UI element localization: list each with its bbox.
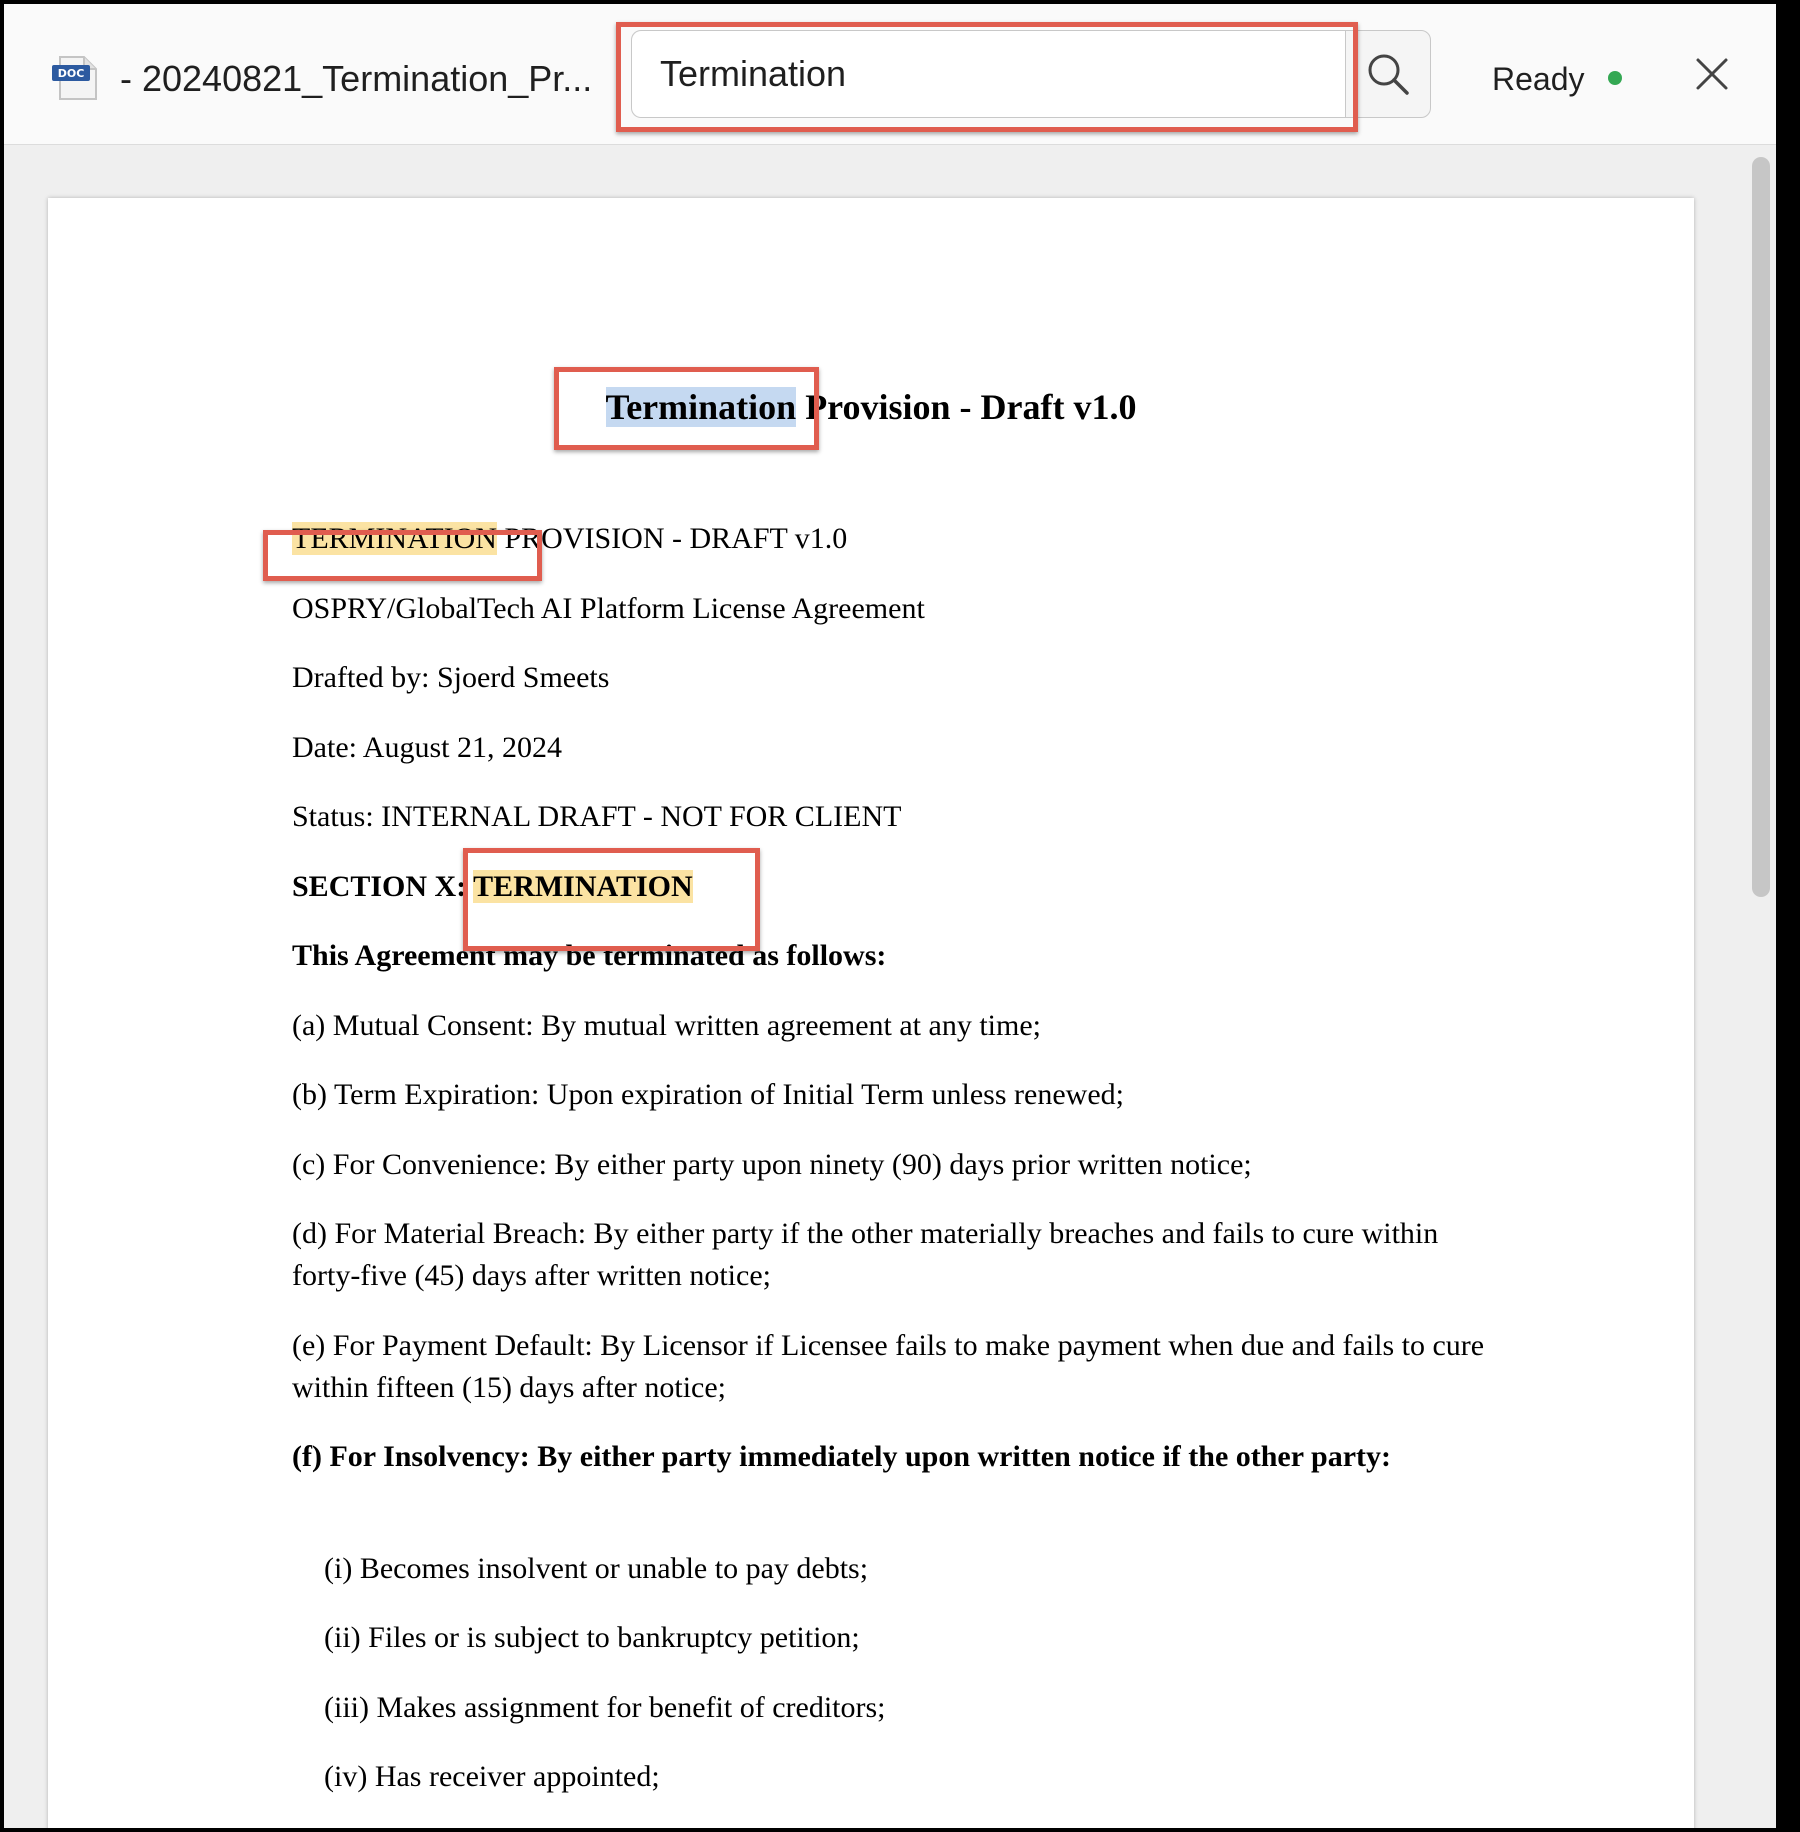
list-item: (c) For Convenience: By either party upon ninety (90) days prior written notice; xyxy=(292,1148,1252,1181)
search-button[interactable] xyxy=(1346,31,1430,117)
status-text: Ready xyxy=(1492,61,1585,97)
vertical-scrollbar[interactable] xyxy=(1750,157,1772,1817)
list-item: (f) For Insolvency: By either party immediately upon written notice if the other party: xyxy=(292,1440,1391,1473)
list-item: (b) Term Expiration: Upon expiration of Initial Term unless renewed; xyxy=(292,1078,1124,1111)
doc-icon-label: DOC xyxy=(57,67,85,80)
section-heading xyxy=(292,866,693,908)
section-prefix: SECTION X: xyxy=(292,870,474,903)
date-line: Date: August 21, 2024 xyxy=(292,731,562,764)
sub-list-item: (ii) Files or is subject to bankruptcy petition; xyxy=(324,1621,860,1654)
subheading-rest: PROVISION - DRAFT v1.0 xyxy=(496,522,848,555)
document-page xyxy=(48,198,1694,1828)
close-button[interactable] xyxy=(1690,52,1734,96)
list-item: (e) For Payment Default: By Licensor if Licensee fails to make payment when due and fails to cure within fifteen (15) days after notice; xyxy=(292,1329,1485,1404)
search-input[interactable] xyxy=(632,31,1346,117)
search-match-current[interactable]: Termination xyxy=(605,387,797,427)
drafted-by-line: Drafted by: Sjoerd Smeets xyxy=(292,661,610,694)
agreement-line: OSPRY/GlobalTech AI Platform License Agreement xyxy=(292,592,925,625)
status-line: Status: INTERNAL DRAFT - NOT FOR CLIENT xyxy=(292,800,902,833)
search-box xyxy=(631,30,1431,118)
search-match[interactable]: TERMINATION xyxy=(473,870,693,903)
search-icon xyxy=(1363,49,1413,99)
close-icon xyxy=(1695,57,1729,91)
scrollbar-thumb[interactable] xyxy=(1752,157,1770,897)
document-title: - 20240821_Termination_Pr... xyxy=(120,58,593,99)
document-viewport xyxy=(4,145,1776,1828)
sub-list-item: (iii) Makes assignment for benefit of creditors; xyxy=(324,1691,886,1724)
document-viewer-window xyxy=(4,4,1776,1828)
sub-list-item: (iv) Has receiver appointed; xyxy=(324,1760,660,1793)
status-indicator xyxy=(1608,71,1622,85)
subheading xyxy=(292,518,847,560)
search-match[interactable]: TERMINATION xyxy=(292,522,497,555)
document-heading xyxy=(48,383,1694,431)
sub-list-item: (i) Becomes insolvent or unable to pay debts; xyxy=(324,1552,869,1585)
doc-file-icon xyxy=(52,55,100,101)
toolbar xyxy=(4,4,1776,145)
list-item: (a) Mutual Consent: By mutual written agreement at any time; xyxy=(292,1009,1041,1042)
heading-rest: Provision - Draft v1.0 xyxy=(796,387,1137,427)
section-intro: This Agreement may be terminated as follows: xyxy=(292,939,887,972)
list-item: (d) For Material Breach: By either party if the other materially breaches and fails to cure within forty-five (45) days after written notice; xyxy=(292,1217,1439,1292)
